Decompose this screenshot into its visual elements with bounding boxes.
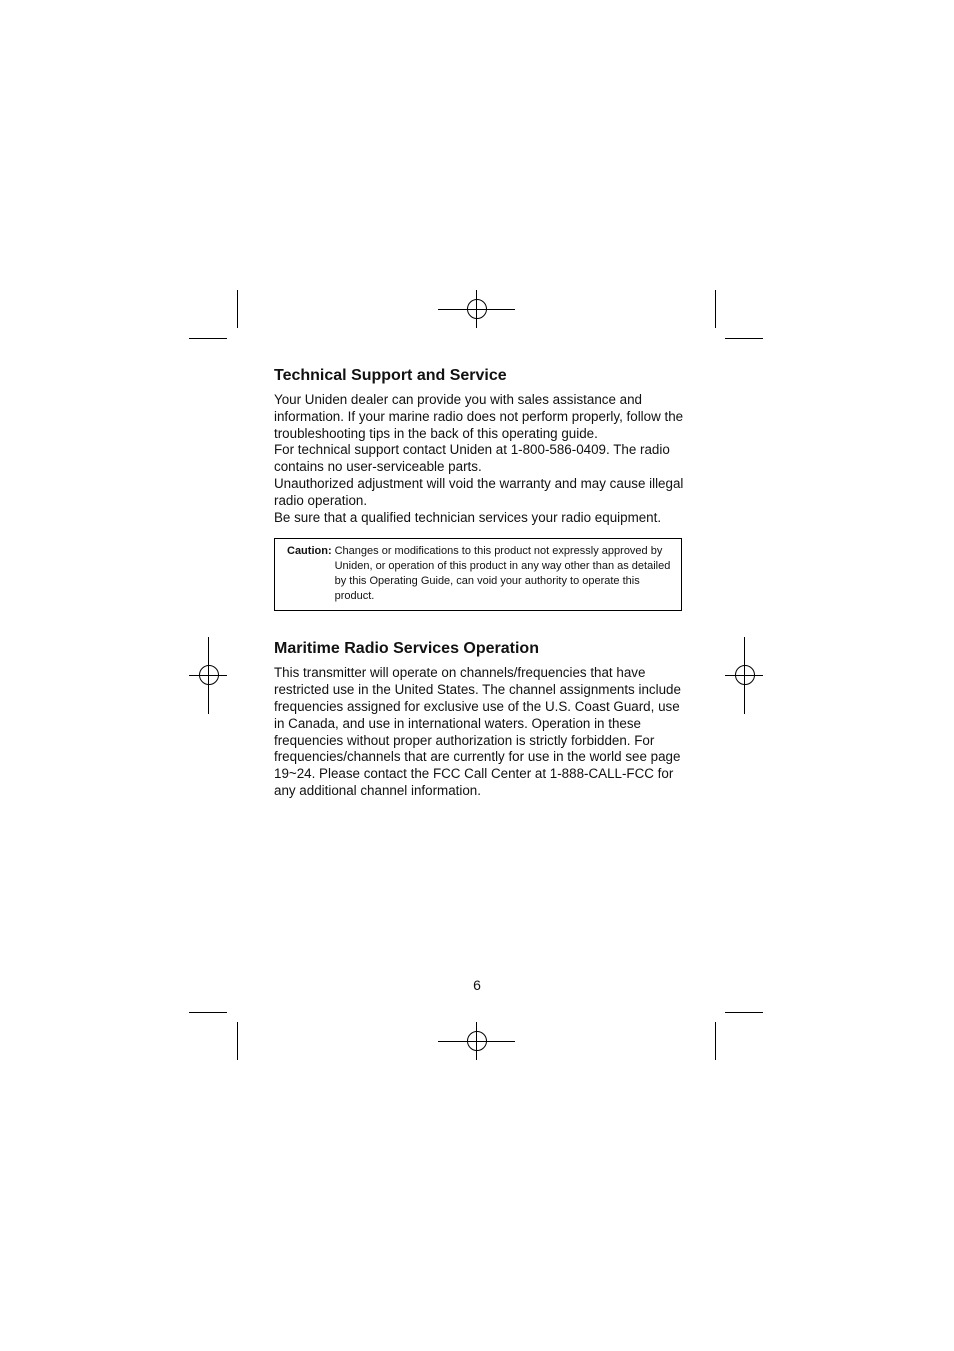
crop-mark xyxy=(237,1022,238,1060)
page-content xyxy=(274,366,684,800)
paragraph: Unauthorized adjustment will void the warranty and may cause illegal radio operation. xyxy=(274,475,684,508)
section-heading: Technical Support and Service xyxy=(274,367,507,384)
paragraph: This transmitter will operate on channels/frequencies that have restricted use in the United States. The channel assignments include frequencies assigned for exclusive use of the U.S. Coast Guard, use in Canada, and use in international waters. Operation in these frequencies without proper authorization is strictly forbidden. For frequencies/channels that are currently for use in the world see page 19~24. Please contact the FCC Call Center at 1-888-CALL-FCC for any additional channel information. xyxy=(274,665,681,798)
paragraph: Be sure that a qualified technician services your radio equipment. xyxy=(274,509,662,525)
caution-box xyxy=(274,538,682,611)
maritime-radio-section xyxy=(274,639,684,799)
registration-target-icon xyxy=(467,1031,487,1051)
caution-text: Changes or modifications to this product not expressly approved by Uniden, or operation of this product in any way other than as detailed by this Operating Guide, can void your authority to operate this product. xyxy=(334,545,671,603)
crop-mark xyxy=(237,290,238,328)
crop-mark xyxy=(189,338,227,339)
crop-mark xyxy=(715,290,716,328)
registration-target-icon xyxy=(735,665,755,685)
registration-target-icon xyxy=(199,665,219,685)
paragraph: Your Uniden dealer can provide you with sales assistance and information. If your marine radio does not perform properly, follow the troubleshooting tips in the back of this operating guide. xyxy=(274,392,684,441)
paragraph: For technical support contact Uniden at 1-800-586-0409. The radio contains no user-serviceable parts. xyxy=(274,442,670,475)
crop-mark xyxy=(725,1012,763,1013)
crop-mark xyxy=(715,1022,716,1060)
caution-label: Caution: xyxy=(287,545,332,558)
technical-support-section xyxy=(274,366,684,526)
crop-mark xyxy=(725,338,763,339)
crop-mark xyxy=(189,1012,227,1013)
page-number: 6 xyxy=(473,977,481,993)
section-heading: Maritime Radio Services Operation xyxy=(274,640,539,658)
registration-target-icon xyxy=(467,299,487,319)
